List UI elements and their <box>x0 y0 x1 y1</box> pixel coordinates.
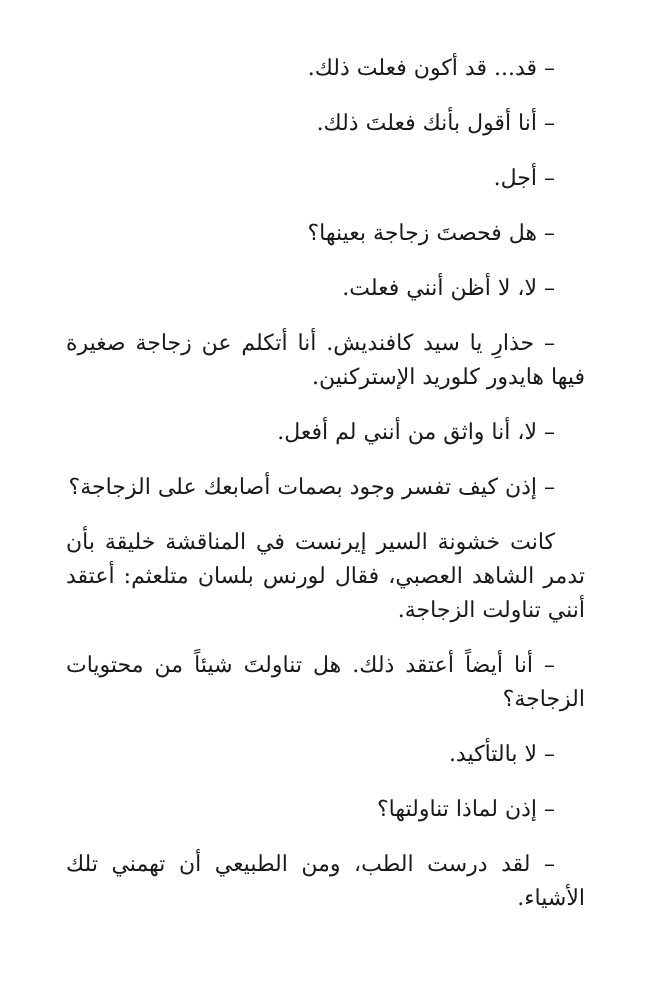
narration-paragraph: كانت خشونة السير إيرنست في المناقشة خليقة بأن تدمر الشاهد العصبي، فقال لورنس بلسان متلعثم: أعتقد أنني تناولت الزجاجة. <box>66 530 585 623</box>
dialog-line: – أجل. <box>493 166 555 191</box>
dialog-line: – أنا أيضاً أعتقد ذلك. هل تناولتَ شيئاً من محتويات الزجاجة؟ <box>66 653 585 712</box>
dialog-line: – حذارِ يا سيد كافنديش. أنا أتكلم عن زجاجة صغيرة فيها هايدور كلوريد الإستركنين. <box>66 331 585 390</box>
dialog-line: – هل فحصتَ زجاجة بعينها؟ <box>307 221 555 246</box>
dialog-line: – لا بالتأكيد. <box>448 742 555 767</box>
dialog-line: – قد... قد أكون فعلت ذلك. <box>307 56 555 81</box>
dialog-line: – إذن كيف تفسر وجود بصمات أصابعك على الزجاجة؟ <box>68 475 555 500</box>
dialog-line: – لا، لا أظن أنني فعلت. <box>342 276 555 301</box>
dialog-line: – لقد درست الطب، ومن الطبيعي أن تهمني تلك الأشياء. <box>66 852 585 911</box>
dialog-line: – أنا أقول بأنك فعلتَ ذلك. <box>316 111 555 136</box>
dialog-line: – إذن لماذا تناولتها؟ <box>376 797 555 822</box>
dialog-line: – لا، أنا واثق من أنني لم أفعل. <box>277 420 555 445</box>
book-page <box>66 52 585 937</box>
